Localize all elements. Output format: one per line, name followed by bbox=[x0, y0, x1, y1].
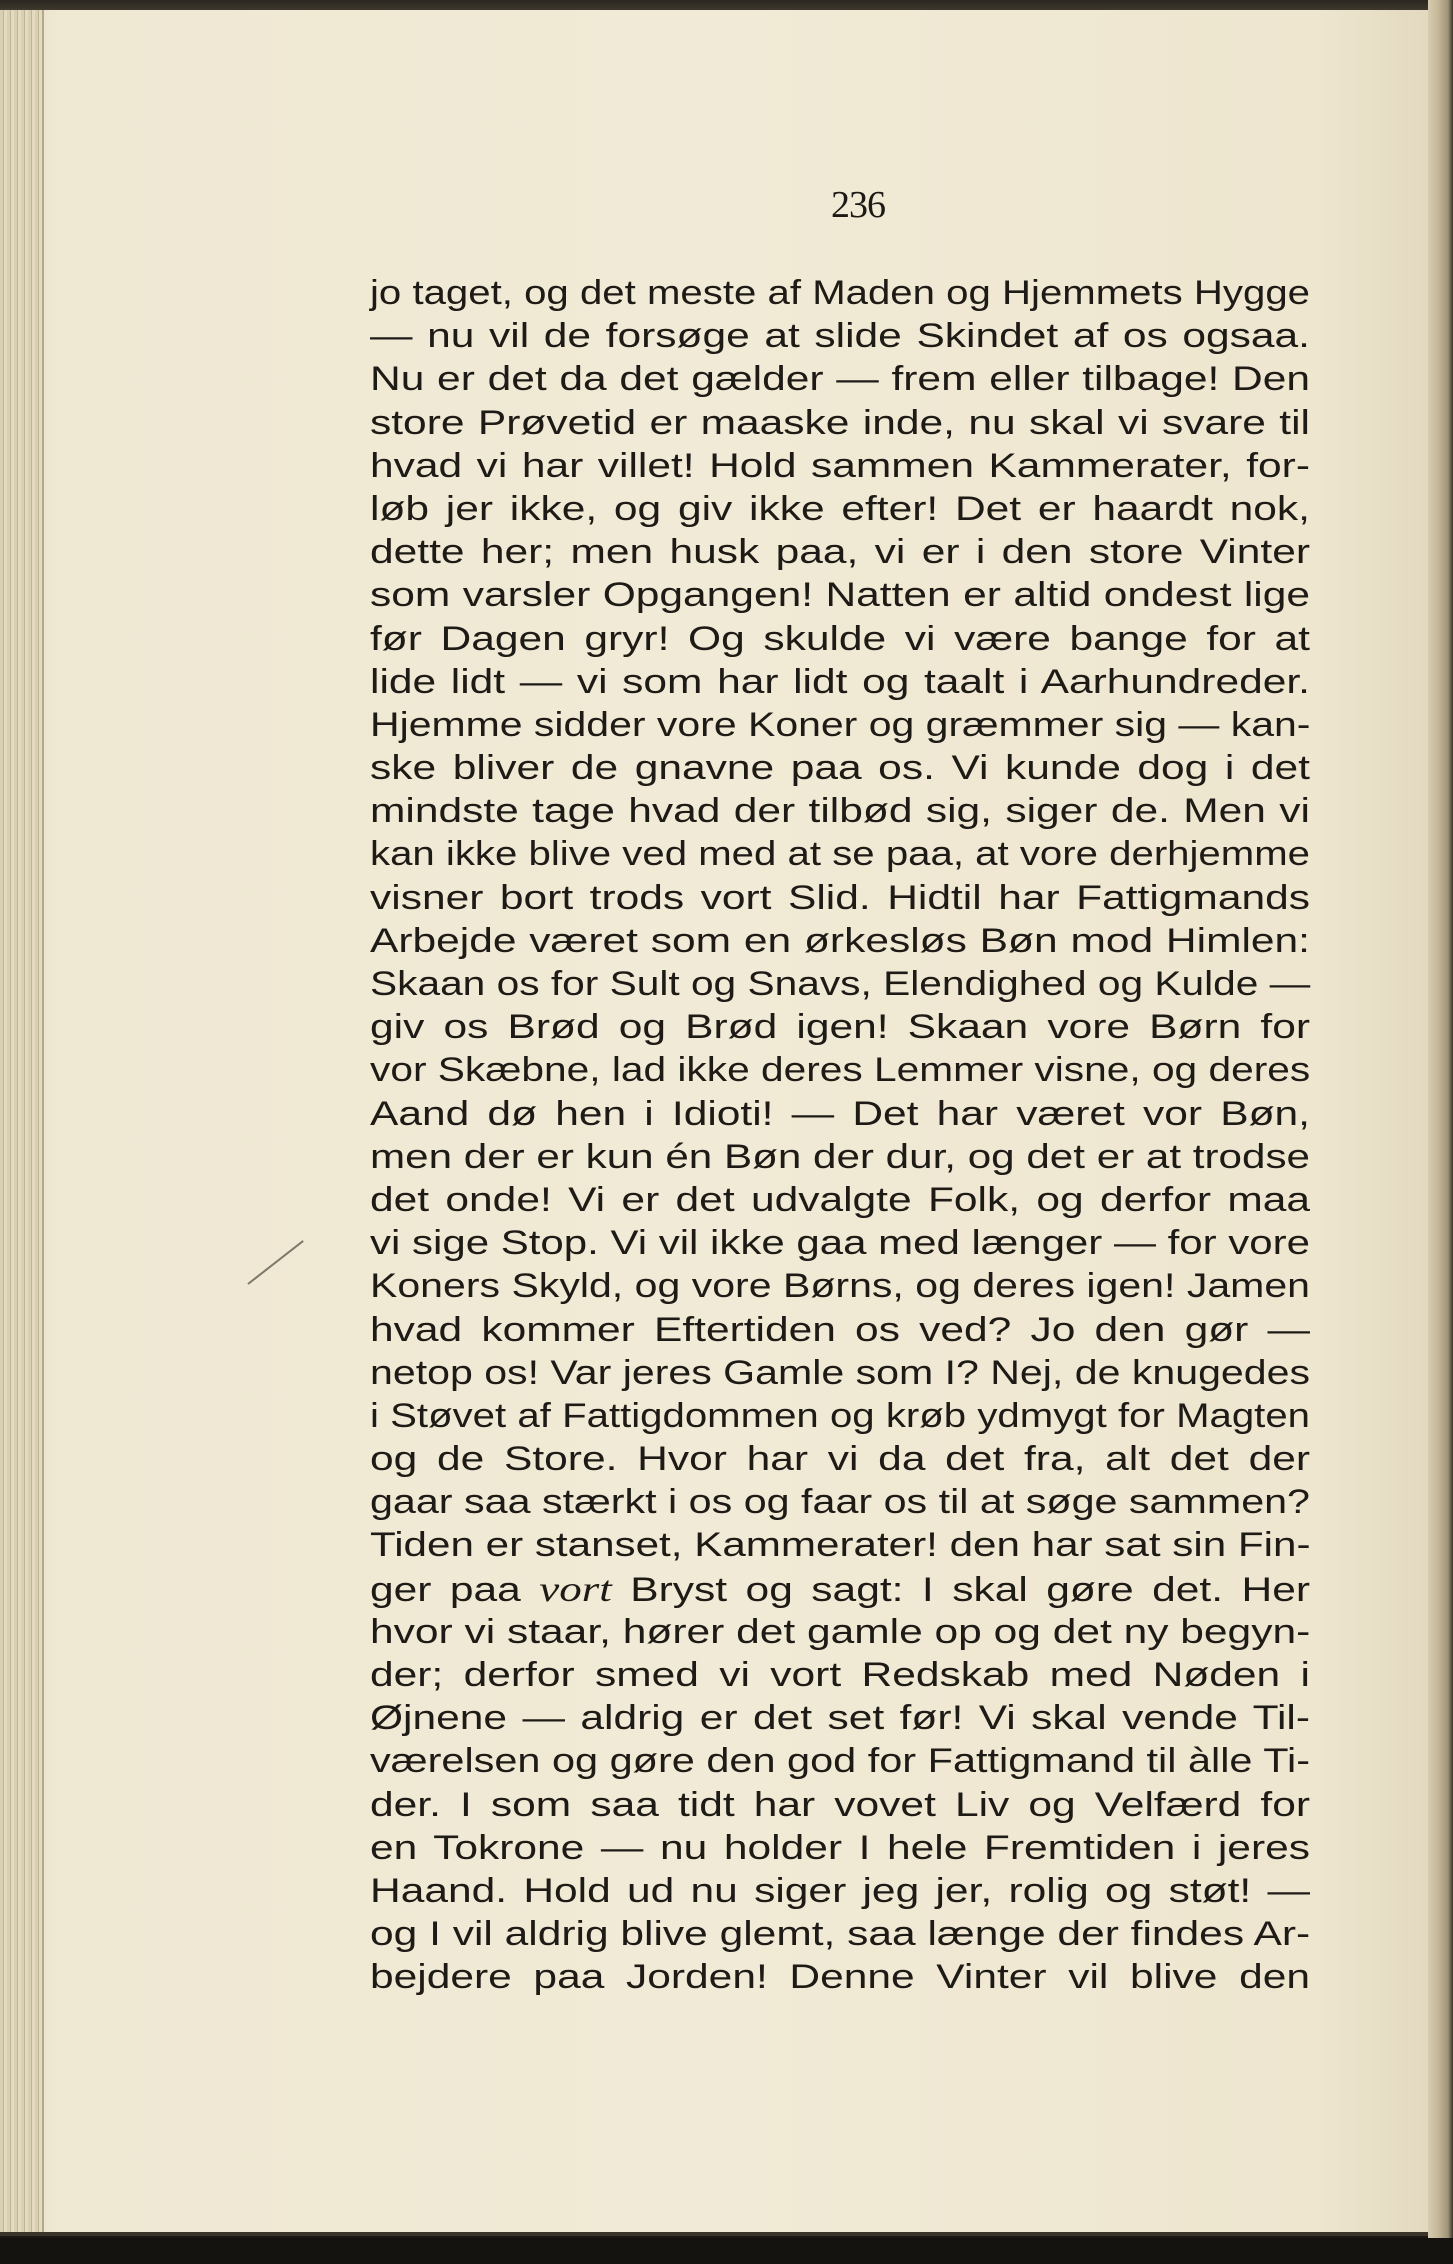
text-line: i Støvet af Fattigdommen og krøb ydmygt for Magten bbox=[370, 1396, 1310, 1435]
text-line-with-italic bbox=[370, 1568, 1310, 1611]
text-line: men der er kun én Bøn der dur, og det er at trodse bbox=[370, 1137, 1310, 1176]
text-line: store Prøvetid er maaske inde, nu skal vi svare til bbox=[370, 403, 1310, 442]
text-line: vor Skæbne, lad ikke deres Lemmer visne, og deres bbox=[370, 1051, 1311, 1090]
body-text bbox=[370, 272, 1310, 2000]
text-line: og de Store. Hvor har vi da det fra, alt det der bbox=[370, 1440, 1310, 1479]
text-line: vi sige Stop. Vi vil ikke gaa med længer — for vore bbox=[370, 1224, 1310, 1263]
text-line: en Tokrone — nu holder I hele Fremtiden i jeres bbox=[370, 1828, 1310, 1867]
text-line: Skaan os for Sult og Snavs, Elendighed og Kulde — bbox=[370, 965, 1311, 1003]
text-line: bejdere paa Jorden! Denne Vinter vil blive den bbox=[370, 1958, 1310, 1997]
text-line: Øjnene — aldrig er det set før! Vi skal vende Til- bbox=[370, 1699, 1310, 1738]
text-line: hvad kommer Eftertiden os ved? Jo den gør — bbox=[370, 1310, 1310, 1349]
text-line: Tiden er stanset, Kammerater! den har sat sin Fin- bbox=[370, 1526, 1311, 1565]
text-line: ske bliver de gnavne paa os. Vi kunde dog i det bbox=[370, 749, 1310, 788]
text-line: Nu er det da det gælder — frem eller tilbage! Den bbox=[370, 360, 1310, 399]
scan-bottom-shadow bbox=[0, 2238, 1453, 2264]
text-line: der. I som saa tidt har vovet Liv og Velfærd for bbox=[370, 1785, 1310, 1824]
text-line: kan ikke blive ved med at se paa, at vore derhjemme bbox=[370, 835, 1310, 874]
text-line: jo taget, og det meste af Maden og Hjemmets Hygge bbox=[370, 274, 1310, 312]
text-line: gaar saa stærkt i os og faar os til at søge sammen? bbox=[370, 1483, 1310, 1522]
text-line: Hjemme sidder vore Koner og græmmer sig — kan- bbox=[370, 705, 1311, 744]
text-line: netop os! Var jeres Gamle som I? Nej, de knugedes bbox=[370, 1353, 1310, 1392]
text-line: visner bort trods vort Slid. Hidtil har Fattigmands bbox=[370, 878, 1310, 917]
text-line: værelsen og gøre den god for Fattigmand til àlle Ti- bbox=[370, 1742, 1311, 1781]
italic-word: vort bbox=[539, 1568, 612, 1609]
text-segment: Bryst og sagt: I skal gøre det. Her bbox=[611, 1570, 1310, 1609]
text-line: der; derfor smed vi vort Redskab med Nøden i bbox=[370, 1656, 1310, 1694]
text-segment: ger paa bbox=[370, 1570, 540, 1609]
text-line: Haand. Hold ud nu siger jeg jer, rolig og støt! — bbox=[370, 1871, 1310, 1910]
text-line: som varsler Opgangen! Natten er altid ondest lige bbox=[370, 576, 1310, 615]
text-line: mindste tage hvad der tilbød sig, siger de. Men vi bbox=[370, 792, 1310, 831]
text-line: hvor vi staar, hører det gamle op og det ny begyn- bbox=[370, 1612, 1311, 1651]
text-line: Arbejde været som en ørkesløs Bøn mod Himlen: bbox=[370, 921, 1310, 960]
text-line: Koners Skyld, og vore Børns, og deres igen! Jamen bbox=[370, 1267, 1310, 1306]
text-line: og I vil aldrig blive glemt, saa længe der findes Ar- bbox=[370, 1915, 1311, 1954]
text-line: lide lidt — vi som har lidt og taalt i Aarhundreder. bbox=[370, 662, 1310, 701]
book-spine-edge bbox=[1428, 0, 1453, 2264]
page-stack-edges bbox=[0, 10, 44, 2232]
text-line: — nu vil de forsøge at slide Skindet af os ogsaa. bbox=[370, 317, 1310, 356]
text-line: løb jer ikke, og giv ikke efter! Det er haardt nok, bbox=[370, 489, 1310, 528]
text-line: giv os Brød og Brød igen! Skaan vore Børn for bbox=[370, 1008, 1310, 1047]
text-line: før Dagen gryr! Og skulde vi være bange for at bbox=[370, 619, 1310, 658]
text-line: det onde! Vi er det udvalgte Folk, og derfor maa bbox=[370, 1180, 1310, 1219]
text-line: hvad vi har villet! Hold sammen Kammerater, for- bbox=[370, 446, 1310, 485]
page-number: 236 bbox=[831, 184, 885, 226]
text-line: Aand dø hen i Idioti! — Det har været vor Bøn, bbox=[370, 1094, 1310, 1133]
text-line: dette her; men husk paa, vi er i den store Vinter bbox=[370, 533, 1310, 572]
